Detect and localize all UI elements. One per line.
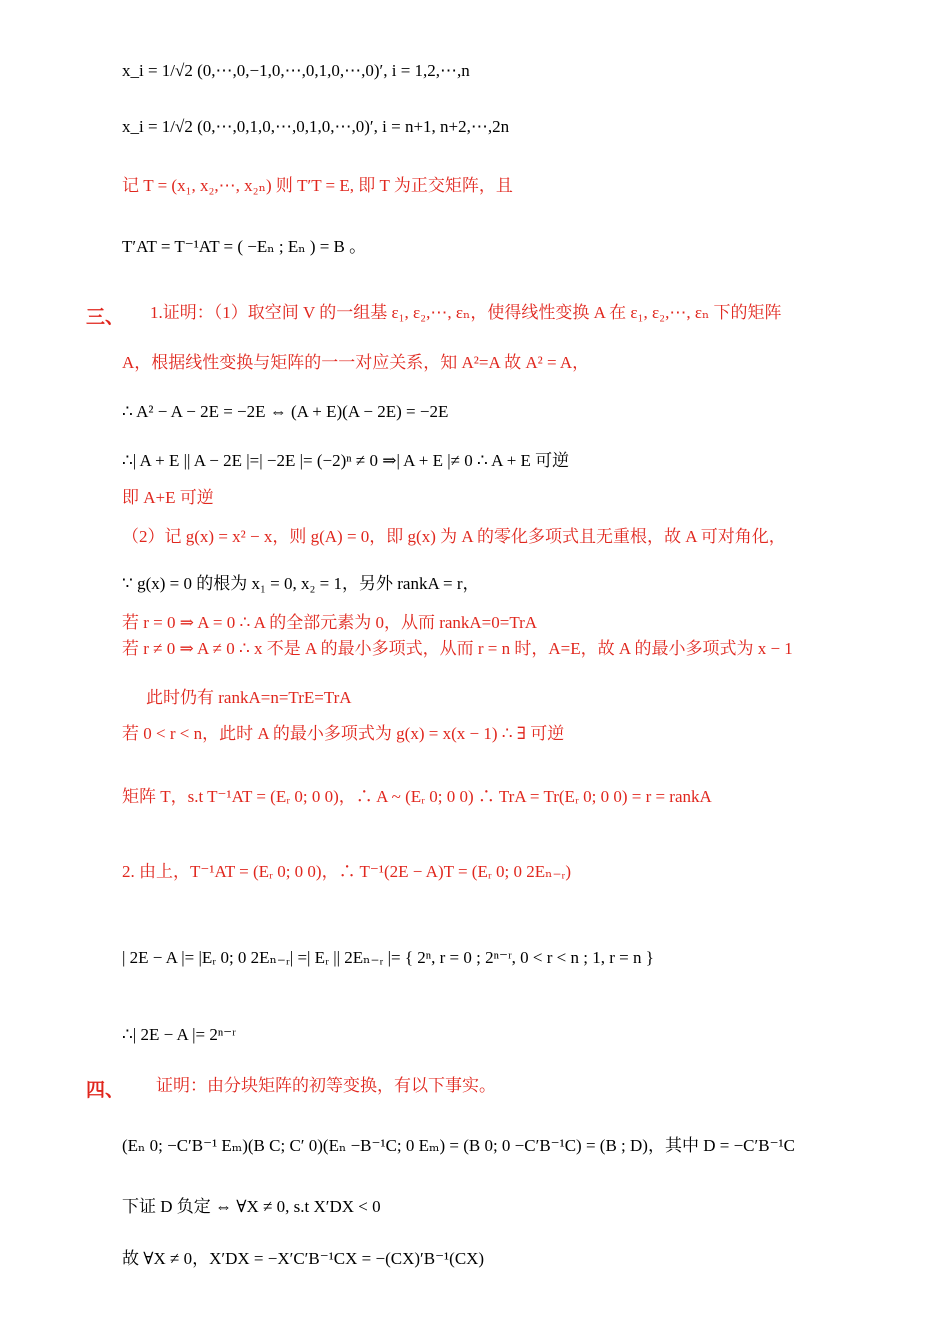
equation-line: (Eₙ 0; −C′B⁻¹ Eₘ)(B C; C′ 0)(Eₙ −B⁻¹C; 0 Eₘ) = (B 0; 0 −C′B⁻¹C) = (B ; D)，其中 D = −C′B⁻¹C [122, 1136, 795, 1155]
proof-line: 证明：由分块矩阵的初等变换，有以下事实。 [156, 1076, 496, 1095]
proof-line: 1.证明：（1）取空间 V 的一组基 ε₁, ε₂,⋯, εₙ，使得线性变换 A 在 ε₁, ε₂,⋯, εₙ 下的矩阵 [150, 303, 782, 322]
text-line: 即 A+E 可逆 [122, 488, 214, 507]
text-line: 2. 由上，T⁻¹AT = (Eᵣ 0; 0 0)，∴ T⁻¹(2E − A)T = (Eᵣ 0; 0 2Eₙ₋ᵣ) [122, 862, 571, 881]
text-line: A，根据线性变换与矩阵的一一对应关系，知 A²=A 故 A² = A， [122, 353, 590, 372]
equation-line: 下证 D 负定 ⇔ ∀X ≠ 0, s.t X′DX < 0 [122, 1197, 381, 1216]
equation-line: 故 ∀X ≠ 0，X′DX = −X′C′B⁻¹CX = −(CX)′B⁻¹(CX) [122, 1249, 485, 1268]
text-line: 若 r ≠ 0 ⇒ A ≠ 0 ∴ x 不是 A 的最小多项式，从而 r = n 时，A=E，故 A 的最小多项式为 x − 1 [122, 639, 793, 658]
text-line: （2）记 g(x) = x² − x，则 g(A) = 0，即 g(x) 为 A 的零化多项式且无重根，故 A 可对角化， [122, 527, 786, 546]
equation-line: ∴| A + E || A − 2E |=| −2E |= (−2)ⁿ ≠ 0 ⇒| A + E |≠ 0 ∴ A + E 可逆 [122, 451, 570, 470]
section-heading-4: 四、 [86, 1080, 125, 1101]
text-line: 若 r = 0 ⇒ A = 0 ∴ A 的全部元素为 0，从而 rankA=0=TrA [122, 613, 538, 632]
text-line: 此时仍有 rankA=n=TrE=TrA [146, 688, 352, 707]
text-line: 记 T = (x₁, x₂,⋯, x₂ₙ) 则 T′T = E, 即 T 为正交矩阵，且 [122, 176, 513, 195]
equation-line: x_i = 1/√2 (0,⋯,0,−1,0,⋯,0,1,0,⋯,0)′, i = 1,2,⋯,n [122, 61, 470, 80]
text-line: 若 0 < r < n，此时 A 的最小多项式为 g(x) = x(x − 1) ∴ ∃ 可逆 [122, 724, 565, 743]
equation-line: ∵ g(x) = 0 的根为 x₁ = 0, x₂ = 1，另外 rankA = r， [122, 574, 480, 593]
text-line: 矩阵 T，s.t T⁻¹AT = (Eᵣ 0; 0 0)，∴ A ~ (Eᵣ 0; 0 0) ∴ TrA = Tr(Eᵣ 0; 0 0) = r = rankA [122, 787, 712, 806]
equation-line: T′AT = T⁻¹AT = ( −Eₙ ; Eₙ ) = B 。 [122, 237, 367, 256]
section-heading-3: 三、 [86, 307, 125, 328]
equation-line: ∴| 2E − A |= 2ⁿ⁻ʳ [122, 1025, 236, 1044]
equation-line: | 2E − A |= |Eᵣ 0; 0 2Eₙ₋ᵣ| =| Eᵣ || 2Eₙ₋ᵣ |= { 2ⁿ, r = 0 ; 2ⁿ⁻ʳ, 0 < r < n ; 1, r = n } [122, 948, 654, 967]
equation-line: x_i = 1/√2 (0,⋯,0,1,0,⋯,0,1,0,⋯,0)′, i = n+1, n+2,⋯,2n [122, 117, 510, 136]
equation-line: ∴ A² − A − 2E = −2E ⇔ (A + E)(A − 2E) = −2E [122, 402, 449, 421]
